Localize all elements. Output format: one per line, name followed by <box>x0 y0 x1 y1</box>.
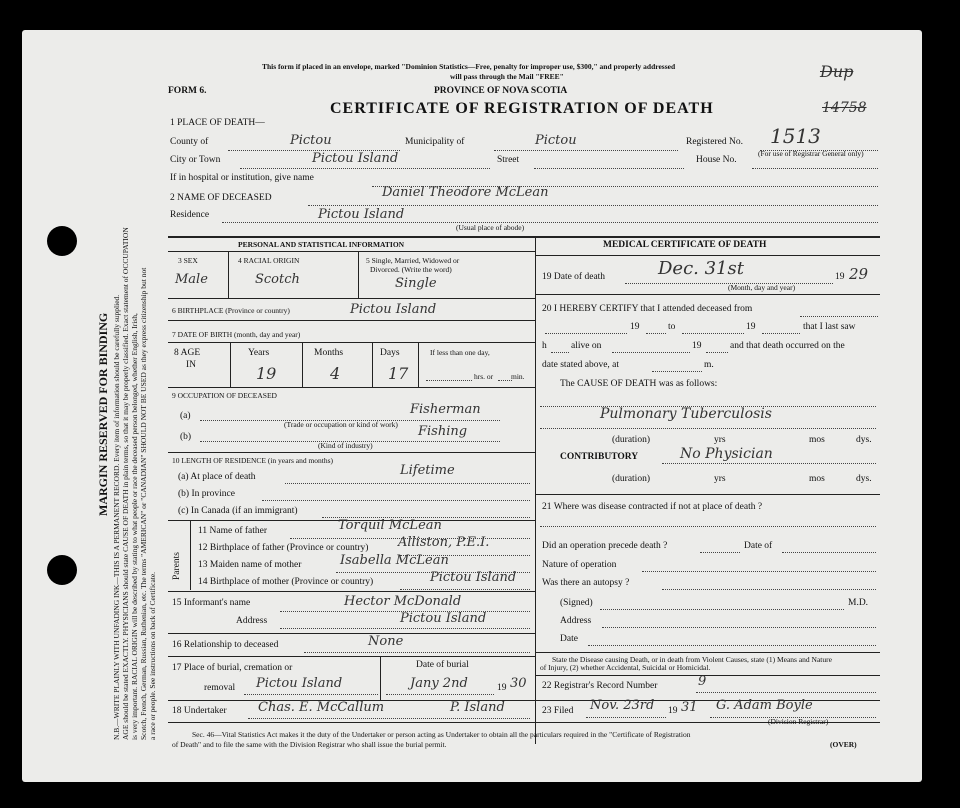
binder-hole <box>47 555 77 585</box>
house-label: House No. <box>696 155 737 165</box>
days-label: Days <box>380 348 400 358</box>
hrs-label: hrs. or <box>474 372 494 381</box>
margin-note-line: is very important. RACIAL ORIGIN will be described by stating to what people or race the deceased person belonged, whether English, Irish, <box>130 313 139 740</box>
envelope-notice: This form if placed in an envelope, marked "Dominion Statistics—Free, penalty for improper use, $300," and properly addressed <box>262 62 676 71</box>
sex-value: Male <box>175 272 208 287</box>
age-label: 8 AGE <box>174 348 201 358</box>
certify-text: alive on <box>571 341 602 351</box>
street-label: Street <box>497 155 520 165</box>
at-place-label: (a) At place of death <box>178 472 256 482</box>
occupation-label: 9 OCCUPATION OF DECEASED <box>172 391 277 400</box>
residence-value: Pictou Island <box>318 207 405 222</box>
years-label: Years <box>248 348 270 358</box>
md-address-label: Address <box>560 616 592 626</box>
informant-label: 15 Informant's name <box>172 598 251 608</box>
registrar-signature: G. Adam Boyle <box>716 698 813 713</box>
age-label: IN <box>186 360 197 370</box>
envelope-notice: will pass through the Mail "FREE" <box>450 72 564 81</box>
margin-reserved-label: MARGIN RESERVED FOR BINDING <box>96 312 110 516</box>
informant-value: Hector McDonald <box>344 594 462 609</box>
hospital-label: If in hospital or institution, give name <box>170 173 314 183</box>
occupation-value: Fisherman <box>410 402 481 417</box>
footer-note: of Death" and to file the same with the Division Registrar who shall issue the burial permit. <box>172 740 447 749</box>
burial-label: 17 Place of burial, cremation or <box>172 663 293 673</box>
burial-place-value: Pictou Island <box>256 676 343 691</box>
burial-label: removal <box>204 683 236 693</box>
burial-date-value: Jany 2nd <box>410 676 468 691</box>
undertaker-place-value: P. Island <box>450 700 505 715</box>
filed-label: 23 Filed <box>542 706 574 716</box>
dys-label: dys. <box>856 474 872 484</box>
province-heading: PROVINCE OF NOVA SCOTIA <box>434 86 568 96</box>
burial-year-prefix: 19 <box>497 683 507 693</box>
undertaker-value: Chas. E. McCallum <box>258 700 385 715</box>
city-value: Pictou Island <box>312 151 399 166</box>
contributory-value: No Physician <box>680 446 773 462</box>
dob-label: 7 DATE OF BIRTH (month, day and year) <box>172 330 301 339</box>
mother-value: Isabella McLean <box>340 553 449 568</box>
relationship-label: 16 Relationship to deceased <box>172 640 279 650</box>
county-value: Pictou <box>290 133 332 148</box>
md-date-label: Date <box>560 634 578 644</box>
industry-note: (Kind of industry) <box>318 441 373 450</box>
certify-text: m. <box>704 360 714 370</box>
operation-date-label: Date of <box>744 541 773 551</box>
filed-date-value: Nov. 23rd <box>590 698 655 713</box>
margin-note-line: N.B.—WRITE PLAINLY WITH UNFADING INK—THIS IS A PERMANENT RECORD. Every item of information should be carefully supplied. <box>112 294 121 740</box>
mother-bp-label: 14 Birthplace of mother (Province or country) <box>198 577 374 587</box>
father-bp-label: 12 Birthplace of father (Province or country) <box>198 543 369 553</box>
informant-address-label: Address <box>236 616 268 626</box>
father-label: 11 Name of father <box>198 526 268 536</box>
certify-text: date stated above, at <box>542 360 620 370</box>
relationship-value: None <box>368 634 404 649</box>
violent-note: State the Disease causing Death, or in death from Violent Causes, state (1) Means and Nature <box>552 655 832 664</box>
registered-number: 1513 <box>770 124 821 148</box>
deceased-name-label: 2 NAME OF DECEASED <box>170 193 272 203</box>
registered-label: Registered No. <box>686 137 743 147</box>
year-value: 29 <box>849 265 869 283</box>
yrs-label: yrs <box>714 435 726 445</box>
duration-label: (duration) <box>612 435 650 445</box>
certify-text: 20 I HEREBY CERTIFY that I attended deceased from <box>542 304 753 314</box>
deceased-name-value: Daniel Theodore McLean <box>382 185 549 200</box>
municipality-value: Pictou <box>535 133 577 148</box>
days-value: 17 <box>388 364 409 383</box>
certify-text: 19 <box>746 322 756 332</box>
personal-heading: PERSONAL AND STATISTICAL INFORMATION <box>238 240 405 249</box>
date-note: (Month, day and year) <box>728 283 796 292</box>
record-number-label: 22 Registrar's Record Number <box>542 681 658 691</box>
yrs-label: yrs <box>714 474 726 484</box>
binder-hole <box>47 226 77 256</box>
filed-year-value: 31 <box>681 700 698 715</box>
disease-label: 21 Where was disease contracted if not at place of death ? <box>542 502 763 512</box>
contributory-label: CONTRIBUTORY <box>560 452 639 462</box>
violent-note: of Injury, (2) whether Accidental, Suicidal or Homicidal. <box>540 663 711 672</box>
signed-label: (Signed) <box>560 598 593 608</box>
certify-text: and that death occurred on the <box>730 341 845 351</box>
form-number: FORM 6. <box>168 86 207 96</box>
certify-text: 19 <box>630 322 640 332</box>
months-label: Months <box>314 348 344 358</box>
dup-note: Dup <box>820 62 854 81</box>
struck-number: 14758 <box>822 100 867 116</box>
in-province-label: (b) In province <box>178 489 235 499</box>
occupation-note: (Trade or occupation or kind of work) <box>284 420 398 429</box>
years-value: 19 <box>256 364 277 383</box>
industry-value: Fishing <box>418 424 468 439</box>
in-canada-label: (c) In Canada (if an immigrant) <box>178 506 298 516</box>
sex-label: 3 SEX <box>178 256 198 265</box>
over-note: (OVER) <box>830 740 857 749</box>
birthplace-label: 6 BIRTHPLACE (Province or country) <box>172 306 290 315</box>
place-of-death-label: 1 PLACE OF DEATH— <box>170 118 265 128</box>
cause-label: The CAUSE OF DEATH was as follows: <box>560 379 718 389</box>
marital-label: 5 Single, Married, Widowed or <box>366 256 460 265</box>
length-label: 10 LENGTH OF RESIDENCE (in years and months) <box>172 456 334 465</box>
operation-label: Did an operation precede death ? <box>542 541 668 551</box>
certify-text: that I last saw <box>803 322 856 332</box>
burial-year-value: 30 <box>510 676 527 691</box>
burial-date-label: Date of burial <box>416 660 469 670</box>
filed-year-prefix: 19 <box>668 706 678 716</box>
mos-label: mos <box>809 435 825 445</box>
min-label: min. <box>511 372 525 381</box>
date-of-death-value: Dec. 31st <box>658 258 744 279</box>
certificate-title: CERTIFICATE OF REGISTRATION OF DEATH <box>330 100 714 117</box>
registrar-note: (Division Registrar) <box>768 717 829 726</box>
record-number-value: 9 <box>698 674 707 689</box>
dys-label: dys. <box>856 435 872 445</box>
occ-b-label: (b) <box>180 432 192 442</box>
municipality-label: Municipality of <box>405 137 465 147</box>
footer-note: Sec. 46—Vital Statistics Act makes it the duty of the Undertaker or person acting as Undertaker to obtain all the particulars required in the "Certificate of Registration <box>192 730 691 739</box>
parents-label: Parents <box>172 552 182 580</box>
county-label: County of <box>170 137 209 147</box>
duration-label: (duration) <box>612 474 650 484</box>
undertaker-label: 18 Undertaker <box>172 706 227 716</box>
margin-note-line: AGE should be stated EXACTLY. PHYSICIANS should state CAUSE OF DEATH in plain terms, so that it may be properly classified. Exact statement of OCCUPATION <box>121 227 130 740</box>
informant-address-value: Pictou Island <box>400 611 487 626</box>
mos-label: mos <box>809 474 825 484</box>
cause-value: Pulmonary Tuberculosis <box>600 406 772 422</box>
registrar-note: (For use of Registrar General only) <box>758 149 864 158</box>
mother-label: 13 Maiden name of mother <box>198 560 302 570</box>
margin-note-line: Scotch, French, German, Russian, Ruthenian, etc. The terms "AMERICAN" or "CANADIAN" SHOULD NOT BE USED as they express citizenship but not <box>139 267 148 740</box>
father-value: Torquil McLean <box>338 518 442 533</box>
mother-bp-value: Pictou Island <box>430 570 517 585</box>
medical-heading: MEDICAL CERTIFICATE OF DEATH <box>603 240 767 250</box>
autopsy-label: Was there an autopsy ? <box>542 578 630 588</box>
certify-text: h <box>542 341 547 351</box>
city-label: City or Town <box>170 155 221 165</box>
months-value: 4 <box>330 364 341 383</box>
date-of-death-label: 19 Date of death <box>542 272 606 282</box>
nature-label: Nature of operation <box>542 560 617 570</box>
less-day-label: If less than one day, <box>430 348 490 357</box>
at-place-value: Lifetime <box>400 463 455 478</box>
year-prefix: 19 <box>835 272 845 282</box>
birthplace-value: Pictou Island <box>350 302 437 317</box>
racial-label: 4 RACIAL ORIGIN <box>238 256 300 265</box>
residence-label: Residence <box>170 210 210 220</box>
certify-text: to <box>668 322 676 332</box>
abode-note: (Usual place of abode) <box>456 223 525 232</box>
marital-value: Single <box>395 276 437 291</box>
racial-value: Scotch <box>255 272 300 287</box>
marital-label: Divorced. (Write the word) <box>370 265 452 274</box>
md-label: M.D. <box>848 598 869 608</box>
occ-a-label: (a) <box>180 411 191 421</box>
margin-note-line: a race or people. See instructions on back of Certificate. <box>148 571 157 740</box>
father-bp-value: Alliston, P.E.I. <box>398 535 490 550</box>
certify-text: 19 <box>692 341 702 351</box>
